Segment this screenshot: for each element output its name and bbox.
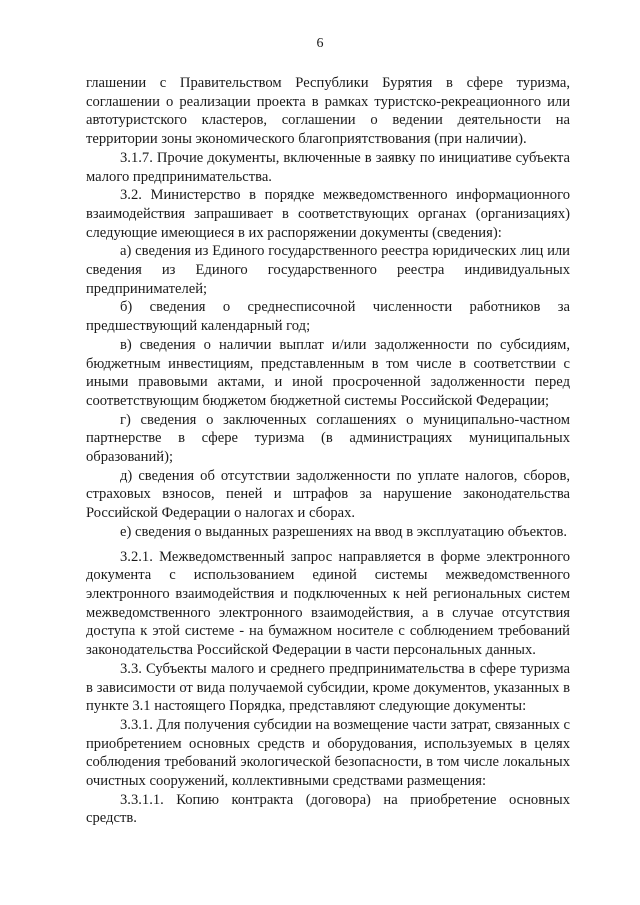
- document-body: [86, 74, 570, 828]
- paragraph-3-3: 3.3. Субъекты малого и среднего предпринимательства в сфере туризма в зависимости от вида получаемой субсидии, кроме документов, указанных в пункте 3.1 настоящего Порядка, представляют следующие документы:: [86, 660, 570, 715]
- paragraph-3-1-7: 3.1.7. Прочие документы, включенные в заявку по инициативе субъекта малого предпринимательства.: [86, 149, 570, 185]
- paragraph-3-2-1: 3.2.1. Межведомственный запрос направляется в форме электронного документа с использованием единой системы межведомственного электронного взаимодействия и подключенных к ней региональных систем межведомственного электронного взаимодействия, а в случае отсутствия доступа к этой системе - на бумажном носителе с соблюдением требований законодательства Российской Федерации в части персональных данных.: [86, 548, 570, 659]
- list-item-d: д) сведения об отсутствии задолженности по уплате налогов, сборов, страховых взносов, пеней и штрафов за нарушение законодательства Российской Федерации о налогах и сборах.: [86, 467, 570, 522]
- list-item-e: е) сведения о выданных разрешениях на ввод в эксплуатацию объектов.: [120, 523, 568, 540]
- list-item-b: б) сведения о среднесписочной численности работников за предшествующий календарный год;: [86, 299, 570, 335]
- list-item-g: г) сведения о заключенных соглашениях о муниципально-частном партнерстве в сфере туризма (в администрациях муниципальных образований);: [86, 411, 570, 466]
- paragraph-3-3-1: 3.3.1. Для получения субсидии на возмещение части затрат, связанных с приобретением основных средств и оборудования, используемых в целях соблюдения требований экологической безопасности, в том числе локальных очистных сооружений, коллективными средствами размещения:: [86, 716, 570, 790]
- page-number: 6: [316, 36, 324, 51]
- paragraph-3-2: 3.2. Министерство в порядке межведомственного информационного взаимодействия запрашивает в соответствующих органах (организациях) следующие имеющиеся в их распоряжении документы (сведения):: [86, 187, 570, 241]
- list-item-v: в) сведения о наличии выплат и/или задолженности по субсидиям, бюджетным инвестициям, представленным в том числе в соответствии с иными правовыми актами, и иной просроченной задолженности перед соответствующим бюджетом бюджетной системы Российской Федерации;: [86, 336, 570, 409]
- paragraph-continuation: глашении с Правительством Республики Бурятия в сфере туризма, соглашении о реализации проекта в рамках туристско-рекреационного или автотуристского кластеров, соглашении о ведении деятельности на территории зоны экономического благоприятствования (при наличии).: [86, 75, 570, 148]
- paragraph-3-3-1-1: 3.3.1.1. Копию контракта (договора) на приобретение основных средств.: [86, 791, 570, 827]
- list-item-a: а) сведения из Единого государственного реестра юридических лиц или сведения из Единого государственного реестра индивидуальных предпринимателей;: [86, 243, 570, 297]
